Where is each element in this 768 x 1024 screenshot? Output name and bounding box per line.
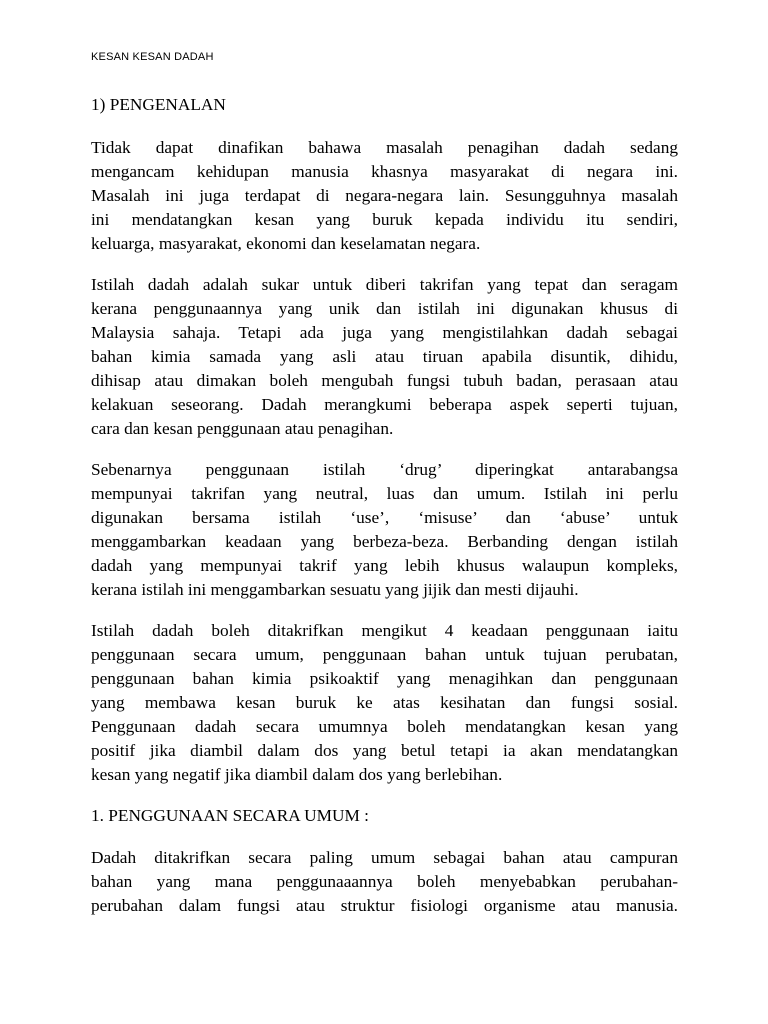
- text-line: digunakan bersama istilah ‘use’, ‘misuse’ dan ‘abuse’ untuk: [91, 508, 678, 527]
- text-line: kerana penggunaannya yang unik dan istilah ini digunakan khusus di: [91, 299, 678, 318]
- text-line: yang membawa kesan buruk ke atas kesihatan dan fungsi sosial.: [91, 693, 678, 712]
- text-line: positif jika diambil dalam dos yang betul tetapi ia akan mendatangkan: [91, 741, 678, 760]
- text-line: cara dan kesan penggunaan atau penagihan.: [91, 419, 394, 438]
- text-line: Istilah dadah boleh ditakrifkan mengikut 4 keadaan penggunaan iaitu: [91, 621, 678, 640]
- text-line: Masalah ini juga terdapat di negara-negara lain. Sesungguhnya masalah: [91, 186, 678, 205]
- section-heading-penggunaan-umum: 1. PENGGUNAAN SECARA UMUM :: [91, 806, 369, 825]
- text-line: bahan yang mana penggunaaannya boleh menyebabkan perubahan-: [91, 872, 678, 891]
- text-line: perubahan dalam fungsi atau struktur fisiologi organisme atau manusia.: [91, 896, 678, 915]
- text-line: Dadah ditakrifkan secara paling umum sebagai bahan atau campuran: [91, 848, 678, 867]
- text-line: Sebenarnya penggunaan istilah ‘drug’ diperingkat antarabangsa: [91, 460, 678, 479]
- text-line: dihisap atau dimakan boleh mengubah fungsi tubuh badan, perasaan atau: [91, 371, 678, 390]
- section-heading-pengenalan: 1) PENGENALAN: [91, 95, 226, 114]
- text-line: penggunaan bahan kimia psikoaktif yang menagihkan dan penggunaan: [91, 669, 678, 688]
- paragraph-3: [91, 458, 678, 602]
- text-line: Tidak dapat dinafikan bahawa masalah penagihan dadah sedang: [91, 138, 678, 157]
- text-line: Malaysia sahaja. Tetapi ada juga yang mengistilahkan dadah sebagai: [91, 323, 678, 342]
- document-header: KESAN KESAN DADAH: [91, 51, 214, 63]
- text-line: keluarga, masyarakat, ekonomi dan keselamatan negara.: [91, 234, 481, 253]
- text-line: mengancam kehidupan manusia khasnya masyarakat di negara ini.: [91, 162, 678, 181]
- paragraph-5: [91, 846, 678, 918]
- text-line: kelakuan seseorang. Dadah merangkumi beberapa aspek seperti tujuan,: [91, 395, 678, 414]
- text-line: Istilah dadah adalah sukar untuk diberi takrifan yang tepat dan seragam: [91, 275, 678, 294]
- paragraph-2: [91, 273, 678, 441]
- text-line: mempunyai takrifan yang neutral, luas dan umum. Istilah ini perlu: [91, 484, 678, 503]
- paragraph-4: [91, 619, 678, 787]
- text-line: kesan yang negatif jika diambil dalam dos yang berlebihan.: [91, 765, 503, 784]
- text-line: penggunaan secara umum, penggunaan bahan untuk tujuan perubatan,: [91, 645, 678, 664]
- text-line: Penggunaan dadah secara umumnya boleh mendatangkan kesan yang: [91, 717, 678, 736]
- text-line: menggambarkan keadaan yang berbeza-beza. Berbanding dengan istilah: [91, 532, 678, 551]
- text-line: kerana istilah ini menggambarkan sesuatu yang jijik dan mesti dijauhi.: [91, 580, 579, 599]
- text-line: dadah yang mempunyai takrif yang lebih khusus walaupun kompleks,: [91, 556, 678, 575]
- text-line: bahan kimia samada yang asli atau tiruan apabila disuntik, dihidu,: [91, 347, 678, 366]
- text-line: ini mendatangkan kesan yang buruk kepada individu itu sendiri,: [91, 210, 678, 229]
- paragraph-1: [91, 136, 678, 256]
